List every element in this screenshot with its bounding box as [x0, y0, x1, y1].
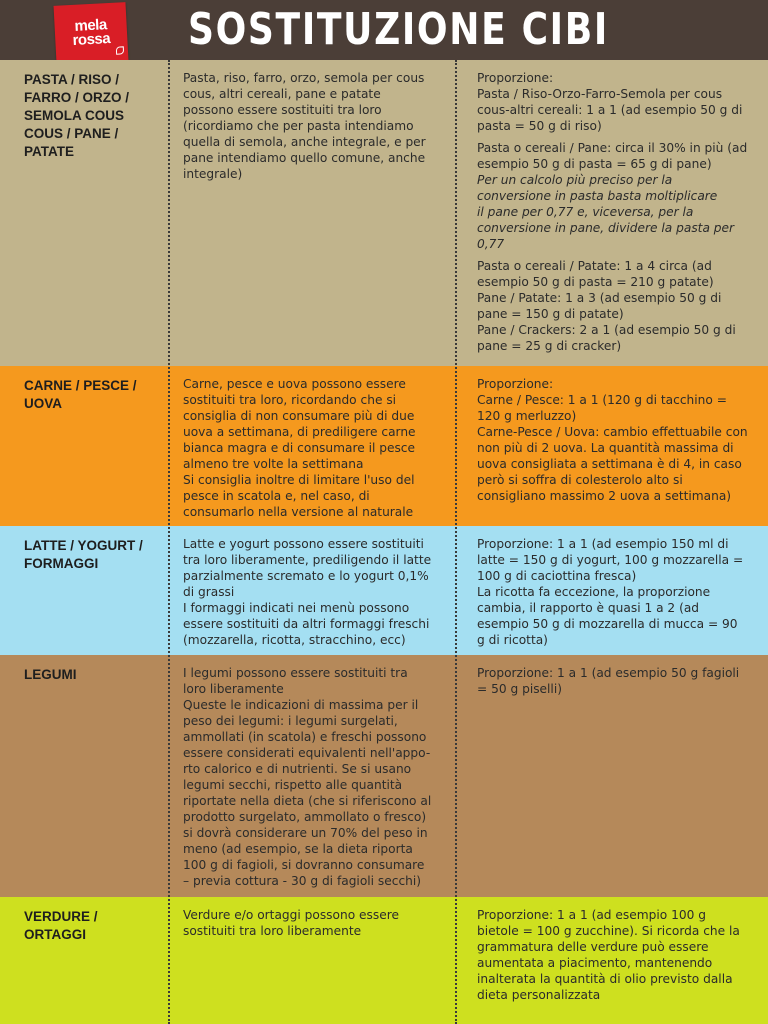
proportion-text: Proporzione: Pasta / Riso-Orzo-Farro-Semola per cous cous-altri cereali: 1 a 1 (ad esempio 50 g di pasta = 50 g di riso): [477, 71, 743, 133]
apple-leaf-icon: [116, 46, 124, 54]
proportion-text: Pasta o cereali / Pane: circa il 30% in più (ad esempio 50 g di pasta = 65 g di pane): [477, 141, 748, 171]
mela-rossa-logo: [54, 2, 129, 64]
category-proportion: Proporzione: 1 a 1 (ad esempio 150 ml di latte = 150 g di yogurt, 100 g mozzarella = 100 g di caciottina fresca) La ricotta fa eccezione, la proporzione cambia, il rapporto è quasi 1 a 2 (ad esempio 50 g di mozzarella di mucca = 90 g di ricotta): [477, 537, 744, 647]
category-proportion: Proporzione: 1 a 1 (ad esempio 50 g fagioli = 50 g piselli): [477, 666, 740, 696]
row-latte: [0, 526, 768, 655]
logo-text-mela: mela: [74, 16, 108, 35]
row-legumi: [0, 655, 768, 897]
page-title: SOSTITUZIONE CIBI: [188, 4, 609, 55]
category-proportion: Proporzione: 1 a 1 (ad esempio 100 g bietole = 100 g zucchine). Si ricorda che la grammatura delle verdure può essere aumentata a piacimento, mantenendo inalterata la quantità di olio previsto dalla dieta personalizzata: [477, 908, 740, 1002]
proportion-text: Pasta o cereali / Patate: 1 a 4 circa (ad esempio 50 g di pasta = 210 g patate) Pane / Patate: 1 a 3 (ad esempio 50 g di pane = 150 g di patate) Pane / Crackers: 2 a 1 (ad esempio 50 g di pane = 25 g di cracker): [477, 259, 736, 353]
logo-text-rossa: rossa: [72, 30, 111, 49]
category-description: Pasta, riso, farro, orzo, semola per cous cous, altri cereali, pane e patate possono essere sostituiti tra loro (ricordiamo che per pasta intendiamo quella di semola, anche integrale, e per pane intendiamo quello comune, anche integrale): [183, 71, 426, 181]
category-label: PASTA / RISO / FARRO / ORZO / SEMOLA COUS COUS / PANE / PATATE: [24, 72, 130, 159]
category-description: Latte e yogurt possono essere sostituiti tra loro liberamente, prediligendo il latte parzialmente scremato e lo yogurt 0,1% di grassi I formaggi indicati nei menù possono essere sostituiti da altri formaggi freschi (mozzarella, ricotta, stracchino, ecc): [183, 537, 432, 647]
page-header: [0, 0, 768, 60]
category-description: I legumi possono essere sostituiti tra loro liberamente Queste le indicazioni di massima per il peso dei legumi: i legumi surgelati, ammollati (in scatola) e freschi possono essere considerati equivalenti nell'appo-rto calorico e di nutrienti. Se si usano legumi secchi, rispetto alle quantità riportate nella dieta (che si riferiscono al prodotto surgelato, ammollato o fresco) si dovrà considerare un 70% del peso in meno (ad esempio, se la dieta riporta 100 g di fagioli, si dovranno consumare – previa cottura - 30 g di fagioli secchi): [183, 666, 432, 888]
category-description: Carne, pesce e uova possono essere sostituiti tra loro, ricordando che si consiglia di non consumare più di due uova a settimana, di prediligere carne bianca magra e di consumare il pesce almeno tre volte la settimana Si consiglia inoltre di limitare l'uso del pesce in scatola e, nel caso, di consumarlo nella versione al naturale: [183, 377, 416, 519]
column-divider-left: [168, 60, 170, 1024]
category-label: VERDURE / ORTAGGI: [24, 909, 98, 942]
category-proportion: Proporzione: Carne / Pesce: 1 a 1 (120 g di tacchino = 120 g merluzzo) Carne-Pesce / Uova: cambio effettuabile con non più di 2 uova. La quantità massima di uova consigliata a settimana è di 4, in caso però si soffra di colesterolo alto si consigliano massimo 2 uova a settimana): [477, 377, 748, 503]
category-label: LATTE / YOGURT / FORMAGGI: [24, 538, 143, 571]
category-label: CARNE / PESCE / UOVA: [24, 378, 137, 411]
row-carne: [0, 366, 768, 526]
row-pasta: [0, 60, 768, 366]
row-verdure: [0, 897, 768, 1024]
column-divider-right: [455, 60, 457, 1024]
category-proportion: [477, 70, 749, 354]
category-label: LEGUMI: [24, 667, 77, 682]
proportion-note: Per un calcolo più preciso per la conversione in pasta basta moltiplicare il pane per 0,77 e, viceversa, per la conversione in pane, dividere la pasta per 0,77: [477, 173, 735, 251]
category-description: Verdure e/o ortaggi possono essere sostituiti tra loro liberamente: [183, 908, 399, 938]
